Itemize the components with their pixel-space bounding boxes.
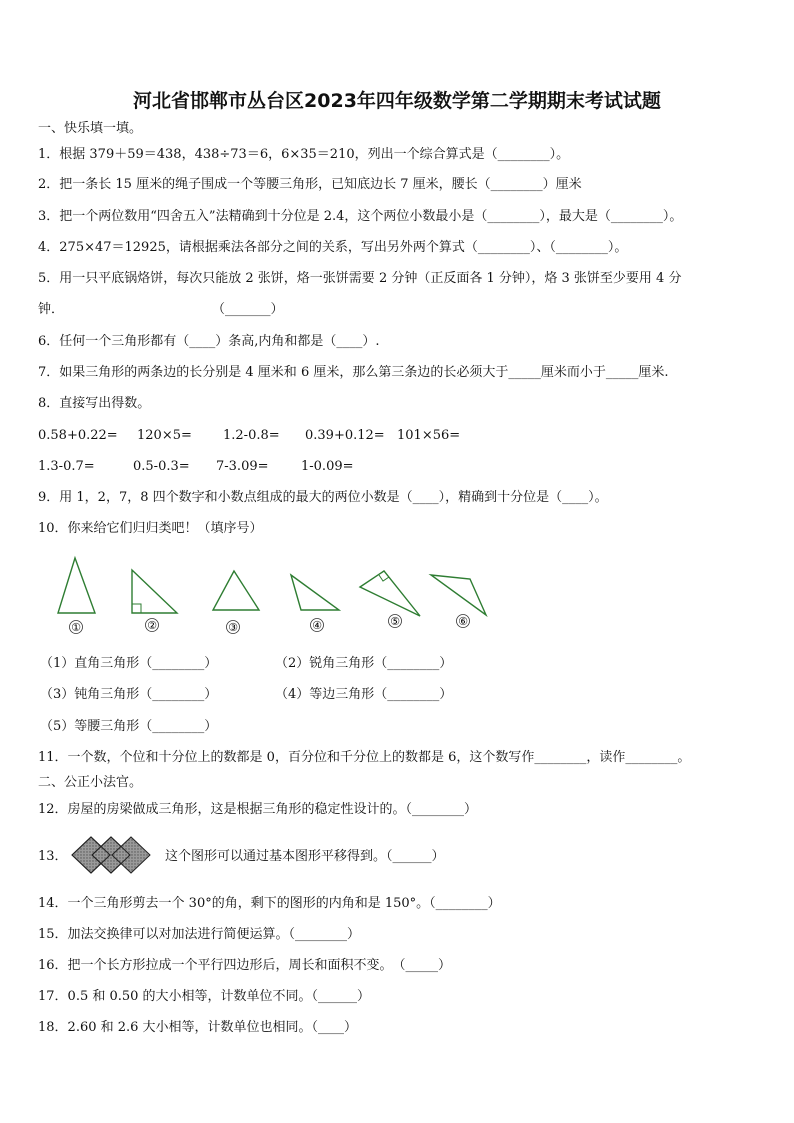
calc-item: 7-3.09= — [216, 459, 269, 474]
triangle-6 — [431, 575, 486, 615]
page-title: 河北省邯郸市丛台区2023年四年级数学第二学期期末考试试题 — [133, 90, 661, 112]
calc-item: 0.5-0.3= — [133, 459, 190, 474]
calc-item: 1-0.09= — [301, 459, 354, 474]
classify-item-4: （4）等边三角形（________） — [275, 687, 453, 702]
question-16: 16．把一个长方形拉成一个平行四边形后，周长和面积不变。 （_____） — [38, 958, 452, 973]
triangle-label-6: ⑥ — [458, 615, 468, 628]
section-heading-2: 二、公正小法官。 — [38, 775, 143, 790]
question-3: 3．把一个两位数用“四舍五入”法精确到十分位是 2.4，这个两位小数最小是（________），最大是（________）。 — [38, 209, 683, 224]
question-18: 18．2.60 和 2.6 大小相等，计数单位也相同。（____） — [38, 1020, 358, 1035]
calc-item: 1.2-0.8= — [223, 428, 280, 443]
triangle-1 — [58, 558, 95, 613]
classify-item-3: （3）钝角三角形（________） — [40, 687, 218, 702]
question-7: 7．如果三角形的两条边的长分别是 4 厘米和 6 厘米，那么第三条边的长必须大于_____厘米而小于_____厘米. — [38, 365, 669, 380]
question-5-blank: （_______） — [212, 302, 284, 317]
question-1: 1．根据 379＋59＝438，438÷73＝6，6×35＝210，列出一个综合算式是（________）。 — [38, 147, 570, 162]
calc-item: 1.3-0.7= — [38, 459, 95, 474]
question-17: 17．0.5 和 0.50 的大小相等，计数单位不同。（______） — [38, 989, 371, 1004]
question-4: 4．275×47＝12925，请根据乘法各部分之间的关系，写出另外两个算式（________）、（________）。 — [38, 240, 628, 255]
section-heading-1: 一、快乐填一填。 — [38, 121, 143, 136]
triangle-2 — [132, 570, 177, 613]
calc-item: 0.58+0.22= — [38, 428, 118, 443]
calc-item: 101×56= — [397, 428, 461, 443]
question-12: 12．房屋的房梁做成三角形，这是根据三角形的稳定性设计的。（________） — [38, 802, 478, 817]
rhombus-3 — [112, 837, 150, 873]
classify-item-5: （5）等腰三角形（________） — [40, 719, 218, 734]
triangle-4 — [291, 575, 339, 610]
question-2: 2．把一条长 15 厘米的绳子围成一个等腰三角形，已知底边长 7 厘米，腰长（________）厘米 — [38, 177, 582, 192]
classify-item-1: （1）直角三角形（________） — [40, 656, 218, 671]
question-13-number: 13． — [38, 849, 68, 864]
calc-item: 0.39+0.12= — [305, 428, 385, 443]
question-14: 14．一个三角形剪去一个 30°的角，剩下的图形的内角和是 150°。（________） — [38, 896, 501, 911]
question-8: 8．直接写出得数。 — [38, 396, 151, 411]
rhombus-pattern-figure — [68, 836, 164, 874]
classify-item-2: （2）锐角三角形（________） — [275, 656, 453, 671]
question-11: 11．一个数，个位和十分位上的数都是 0，百分位和千分位上的数都是 6，这个数写作________，读作________。 — [38, 750, 691, 765]
question-9: 9．用 1，2，7，8 四个数字和小数点组成的最大的两位小数是（____），精确到十分位是（____）。 — [38, 490, 608, 505]
question-13-text: 这个图形可以通过基本图形平移得到。（______） — [165, 849, 445, 864]
triangle-label-2: ② — [147, 619, 157, 632]
triangle-3 — [213, 571, 259, 610]
triangle-label-5: ⑤ — [390, 615, 400, 628]
triangle-label-4: ④ — [312, 619, 322, 632]
question-10: 10．你来给它们归归类吧！（填序号） — [38, 521, 263, 536]
question-15: 15．加法交换律可以对加法进行简便运算。（________） — [38, 927, 361, 942]
question-5-line-1: 5．用一只平底锅烙饼，每次只能放 2 张饼，烙一张饼需要 2 分钟（正反面各 1 分钟），烙 3 张饼至少要用 4 分 — [38, 271, 682, 286]
triangle-label-3: ③ — [228, 621, 238, 634]
triangle-5 — [360, 571, 420, 616]
triangles-figure — [40, 553, 500, 643]
right-angle-mark — [132, 604, 141, 613]
question-5-line-2: 钟． — [38, 302, 65, 317]
triangle-label-1: ① — [71, 621, 81, 634]
question-6: 6．任何一个三角形都有（____）条高,内角和都是（____）. — [38, 334, 380, 349]
calc-item: 120×5= — [137, 428, 192, 443]
